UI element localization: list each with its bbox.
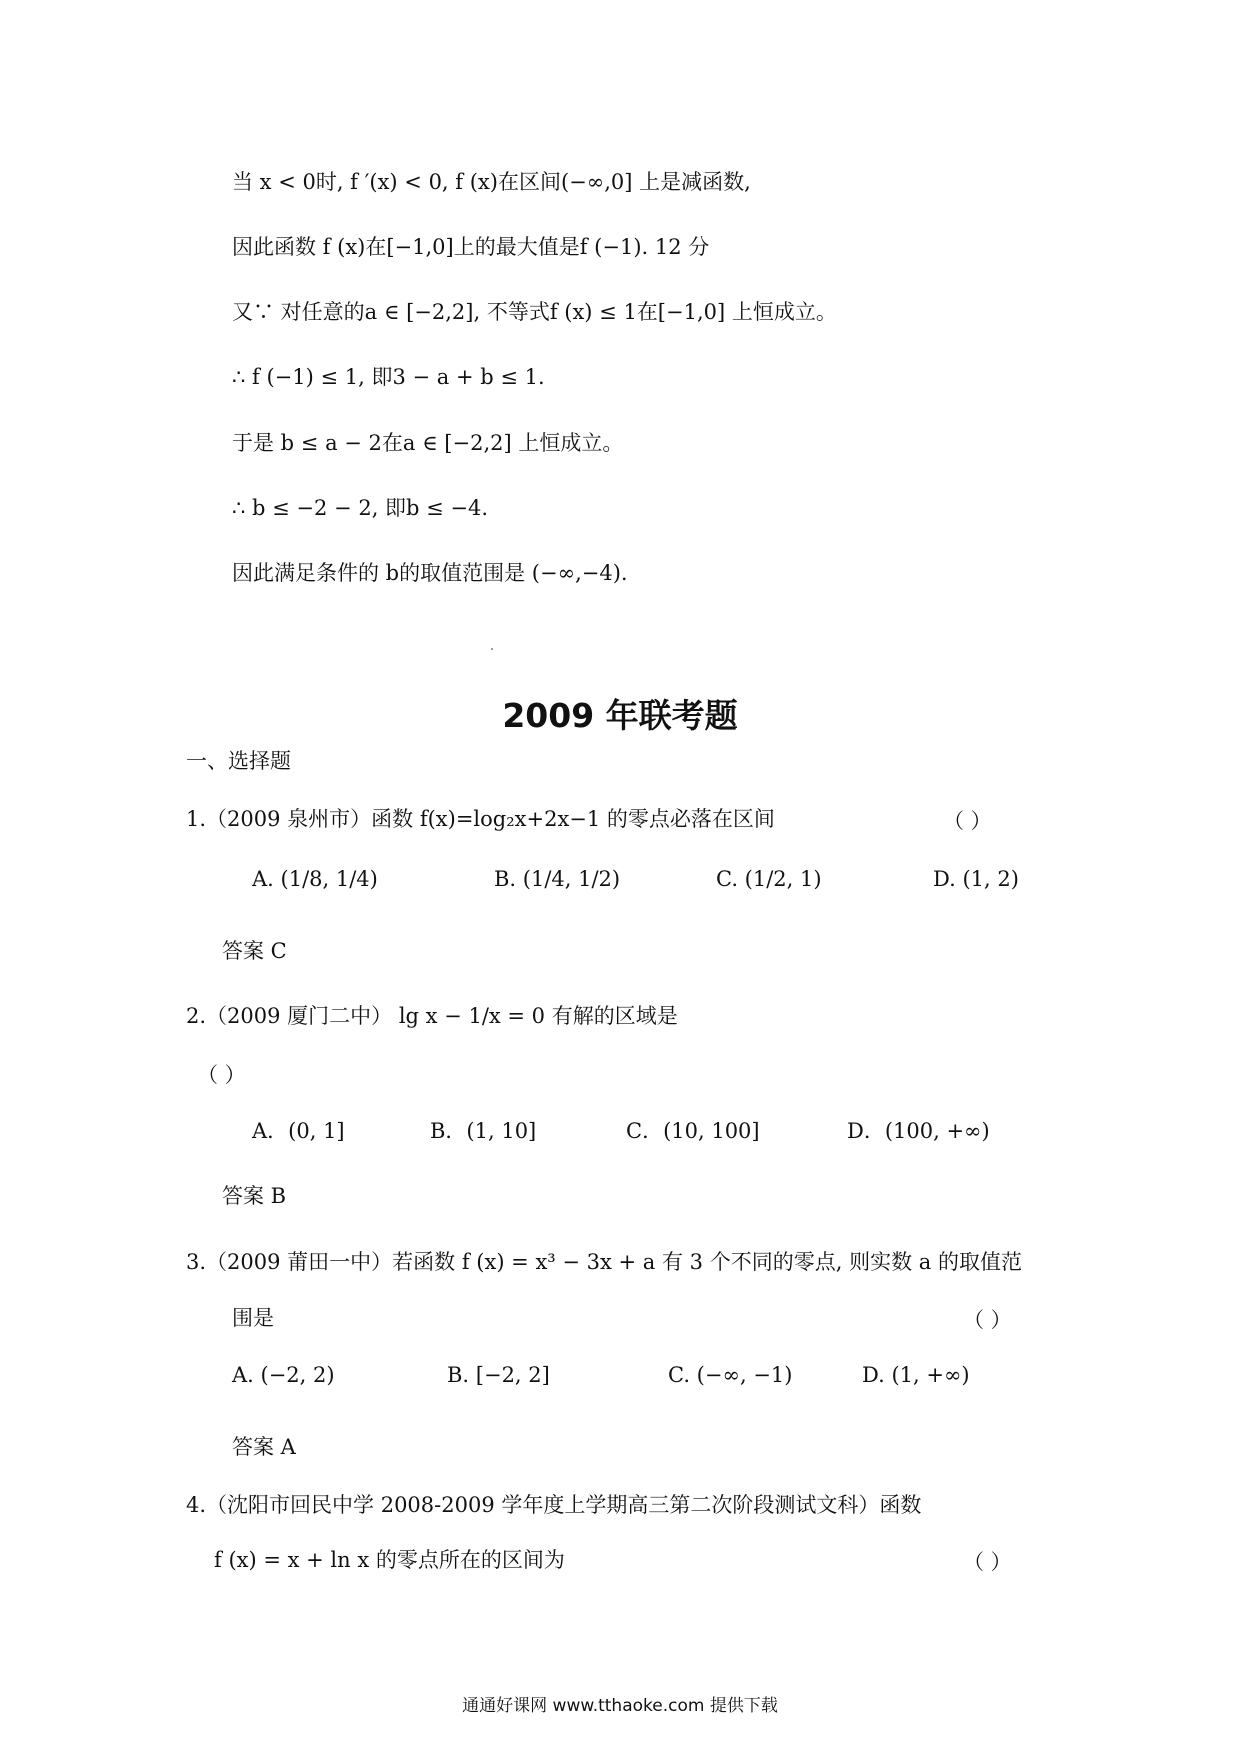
section-heading: 一、选择题 [186,749,291,773]
option-b: B．(1, 10] [430,1119,537,1143]
question-stem: 2.（2009 厦门二中） lg x − 1/x = 0 有解的区域是 [186,1004,678,1028]
option-b: B. (1/4, 1/2) [494,867,621,891]
question-stem: 1.（2009 泉州市）函数 f(x)=log₂x+2x−1 的零点必落在区间 [186,807,775,831]
option-a: A. (−2, 2) [232,1363,335,1387]
answer-label: 答案 B [222,1184,287,1208]
question-stem: 4.（沈阳市回民中学 2008-2009 学年度上学期高三第二次阶段测试文科）函数 [186,1493,922,1517]
answer-blank: （ ） [197,1063,246,1087]
option-b: B. [−2, 2] [447,1363,550,1387]
option-d: D. (1, +∞) [862,1363,970,1387]
section-title: 2009 年联考题 [502,696,738,735]
stray-dot [491,648,493,650]
solution-line: 当 x < 0时, f ′(x) < 0, f (x)在区间(−∞,0] 上是减函数, [232,170,751,194]
answer-label: 答案 C [222,939,287,963]
question-stem-continued: 围是 [232,1306,274,1330]
footer-text: 通通好课网 www.tthaoke.com 提供下载 [462,1696,778,1716]
option-c: C. (−∞, −1) [668,1363,793,1387]
answer-blank: （ ） [963,1308,1012,1332]
answer-blank: （ ） [943,809,992,833]
option-c: C．(10, 100] [626,1119,760,1143]
option-c: C. (1/2, 1) [716,867,822,891]
solution-line: 又∵ 对任意的a ∈ [−2,2], 不等式f (x) ≤ 1在[−1,0] 上恒成立。 [232,300,837,324]
question-stem: 3.（2009 莆田一中）若函数 f (x) = x³ − 3x + a 有 3 个不同的零点, 则实数 a 的取值范 [186,1250,1022,1274]
option-d: D. (1, 2) [933,867,1019,891]
question-stem-continued: f (x) = x + ln x 的零点所在的区间为 [214,1548,565,1572]
option-d: D．(100, +∞) [847,1119,990,1143]
solution-line: ∴ f (−1) ≤ 1, 即3 − a + b ≤ 1. [232,365,545,389]
solution-line: ∴ b ≤ −2 − 2, 即b ≤ −4. [232,496,489,520]
option-a: A．(0, 1] [252,1119,345,1143]
solution-line: 因此满足条件的 b的取值范围是 (−∞,−4). [232,561,628,585]
answer-label: 答案 A [232,1435,296,1459]
solution-line: 于是 b ≤ a − 2在a ∈ [−2,2] 上恒成立。 [232,431,624,455]
option-a: A. (1/8, 1/4) [252,867,378,891]
solution-line: 因此函数 f (x)在[−1,0]上的最大值是f (−1). 12 分 [232,235,710,259]
answer-blank: （ ） [963,1550,1012,1574]
